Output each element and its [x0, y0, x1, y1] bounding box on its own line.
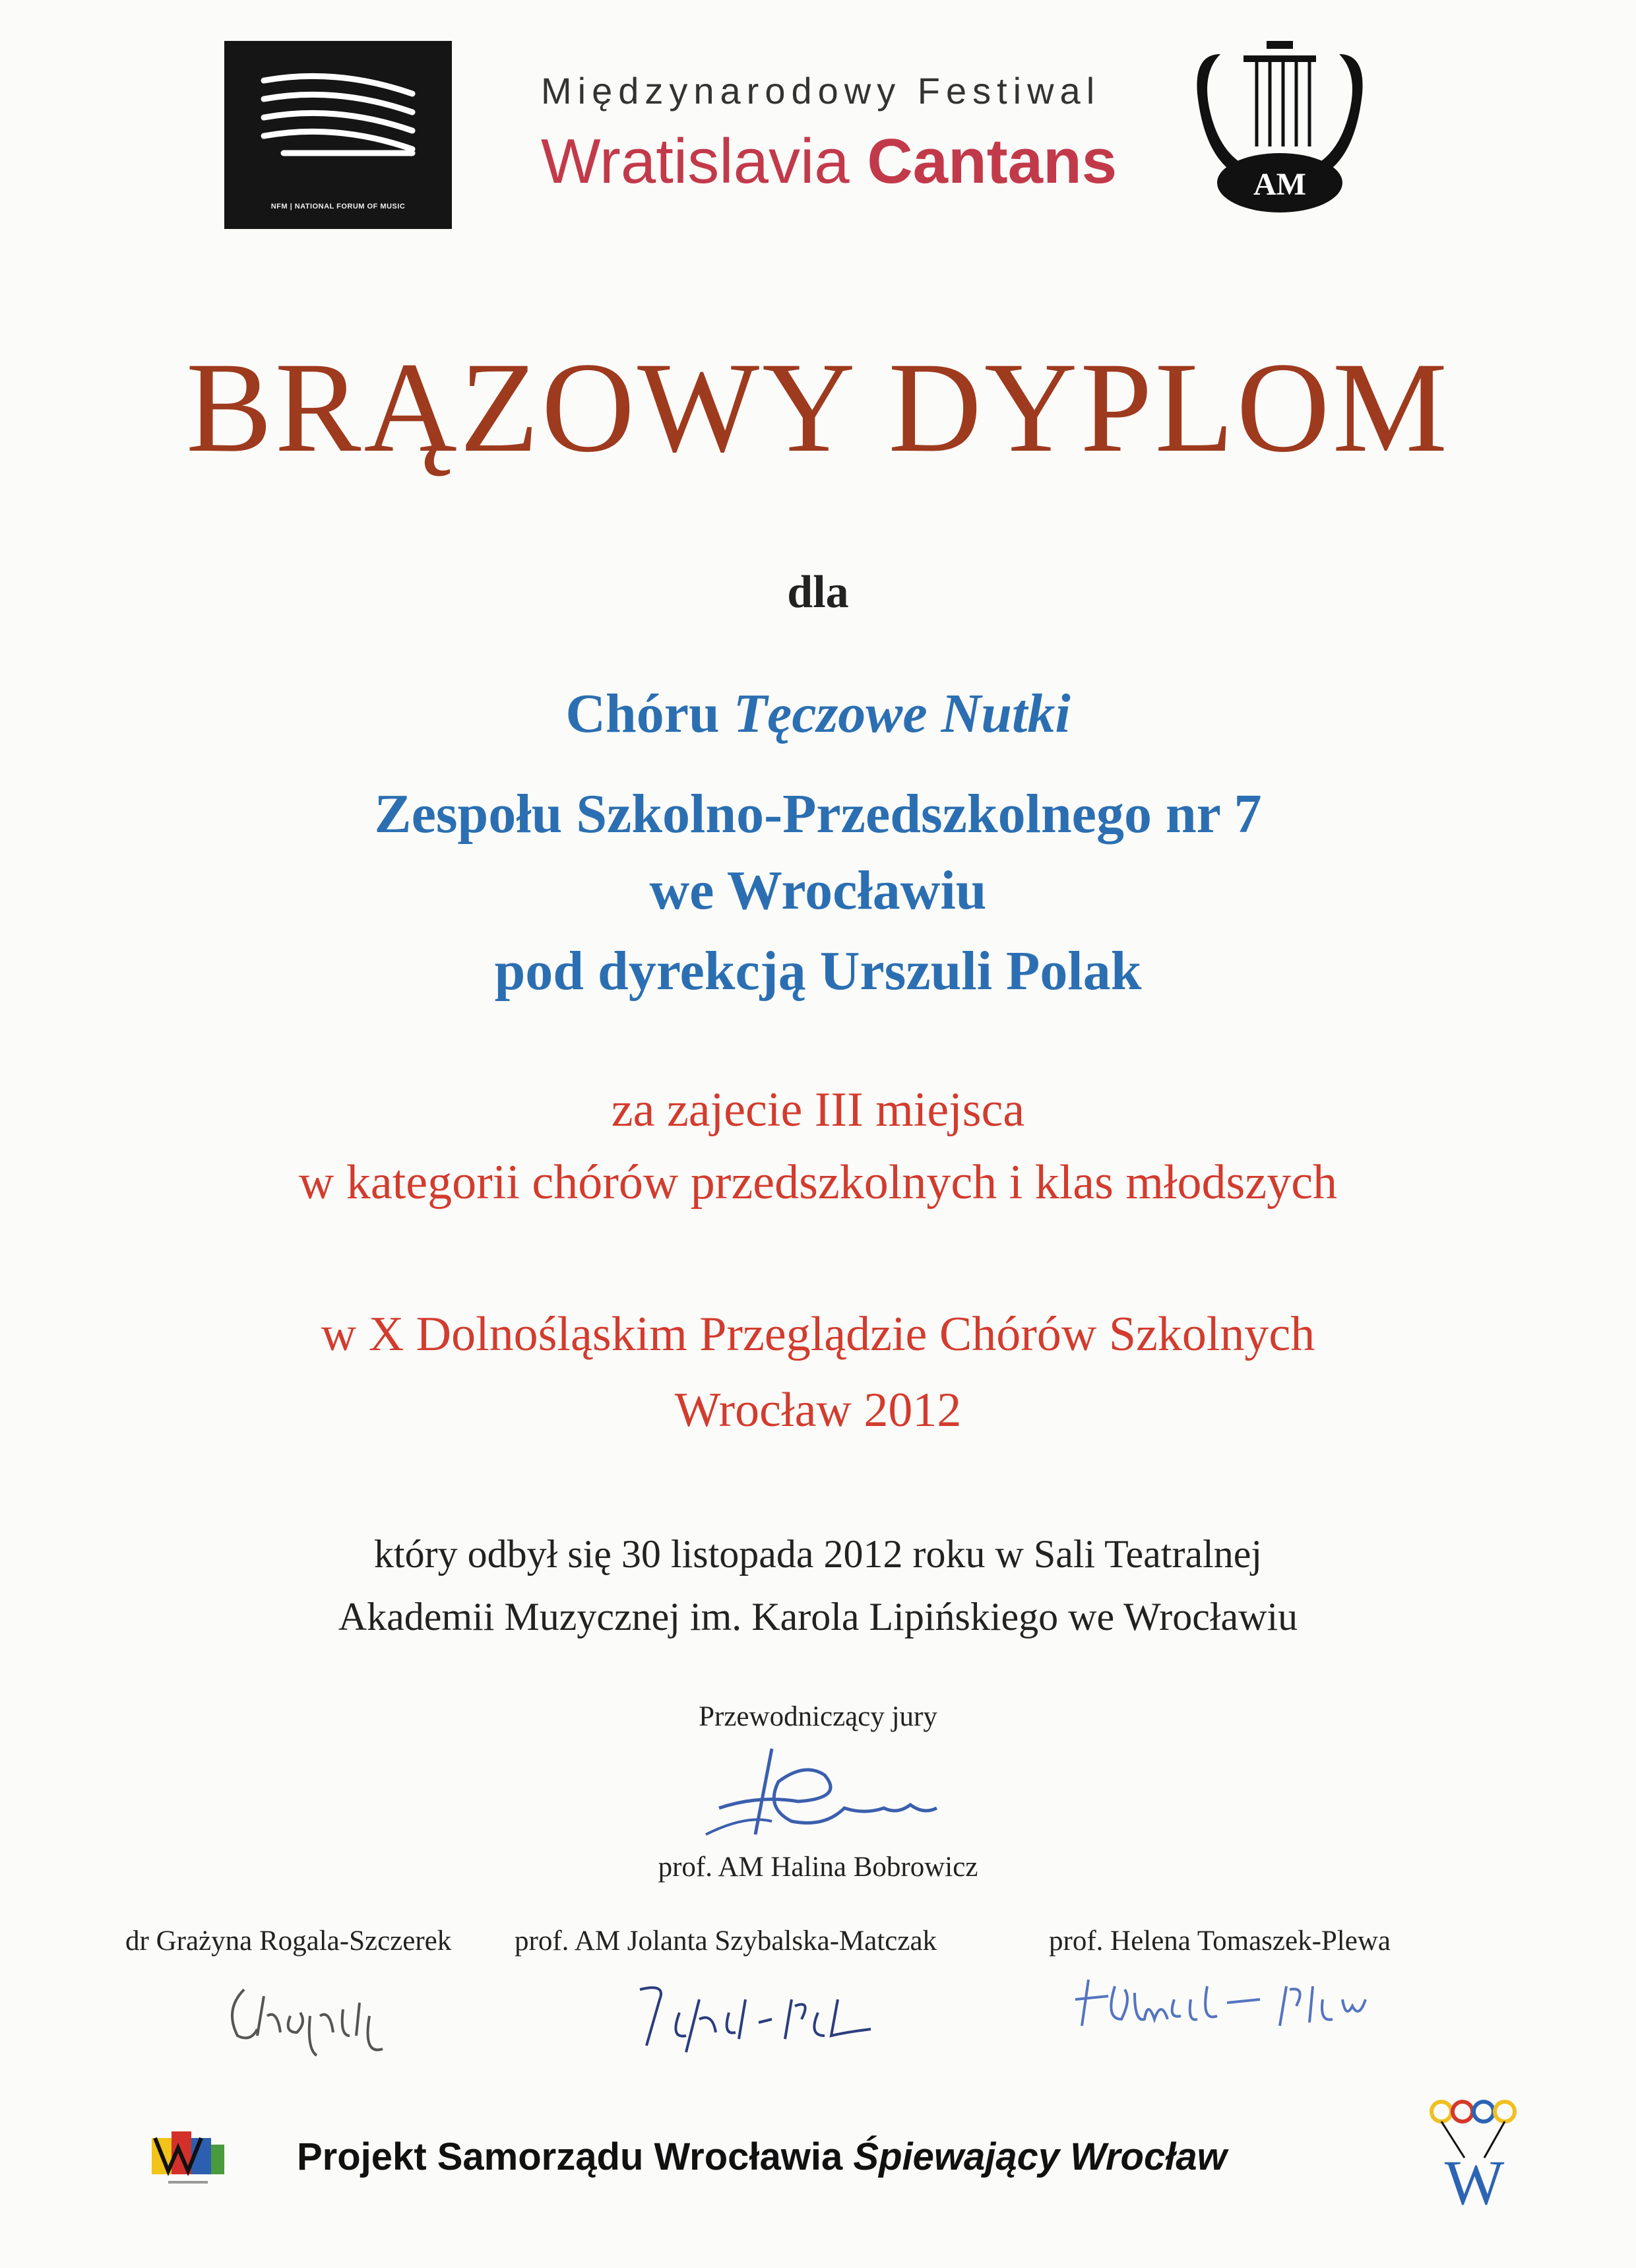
jury-chair-label: Przewodniczący jury — [699, 1701, 937, 1732]
project-italic: Śpiewający Wrocław — [853, 2135, 1227, 2178]
held-line-2: Akademii Muzycznej im. Karola Lipińskiego we Wrocławiu — [338, 1595, 1298, 1638]
festival-name — [541, 125, 1135, 198]
festival-name-bold: Cantans — [867, 126, 1117, 197]
w-letter: W — [1444, 2147, 1505, 2214]
wroclaw-city-logo — [148, 2118, 228, 2201]
award-place: za zajecie III miejsca — [611, 1083, 1025, 1137]
lyre-icon — [1194, 41, 1366, 219]
school-city: we Wrocławiu — [649, 860, 987, 921]
jury-member-2-signature — [620, 1973, 937, 2062]
nfm-logo — [224, 41, 452, 229]
event-year: Wrocław 2012 — [674, 1383, 962, 1437]
jury-member-1: dr Grażyna Rogala-Szczerek — [125, 1926, 452, 1957]
held-line-1: który odbył się 30 listopada 2012 roku w Sali Teatralnej — [373, 1532, 1263, 1576]
singing-wroclaw-logo — [1428, 2095, 1521, 2217]
academy-lyre-logo — [1194, 41, 1366, 222]
chair-signature — [693, 1735, 943, 1858]
project-footer — [297, 2135, 1227, 2179]
jury-member-2: prof. AM Jolanta Szybalska-Matczak — [515, 1926, 937, 1957]
school-name: Zespołu Szkolno-Przedszkolnego nr 7 — [374, 783, 1262, 845]
diploma-title: BRĄZOWY DYPLOM — [185, 336, 1451, 479]
choir-prefix: Chóru — [565, 683, 734, 744]
jury-member-3-signature — [1069, 1960, 1412, 2042]
project-regular: Projekt Samorządu Wrocławia — [297, 2135, 854, 2178]
jury-chair-name: prof. AM Halina Bobrowicz — [658, 1852, 978, 1883]
festival-subtitle: Międzynarodowy Festiwal — [541, 70, 1101, 112]
jury-member-3: prof. Helena Tomaszek-Plewa — [1049, 1926, 1391, 1957]
event-name: w X Dolnośląskim Przeglądzie Chórów Szkolnych — [321, 1307, 1315, 1361]
award-category: w kategorii chórów przedszkolnych i klas młodszych — [298, 1155, 1338, 1210]
nfm-caption: NFM | NATIONAL FORUM OF MUSIC — [270, 203, 406, 211]
choir-line — [0, 683, 1636, 744]
lyre-monogram: AM — [1253, 167, 1306, 202]
festival-name-regular: Wratislavia — [541, 126, 867, 197]
choir-name: Tęczowe Nutki — [733, 683, 1071, 744]
nfm-wave-icon — [257, 67, 419, 173]
jury-member-1-signature — [218, 1970, 429, 2065]
for-word: dla — [787, 567, 849, 618]
director: pod dyrekcją Urszuli Polak — [494, 940, 1142, 1002]
